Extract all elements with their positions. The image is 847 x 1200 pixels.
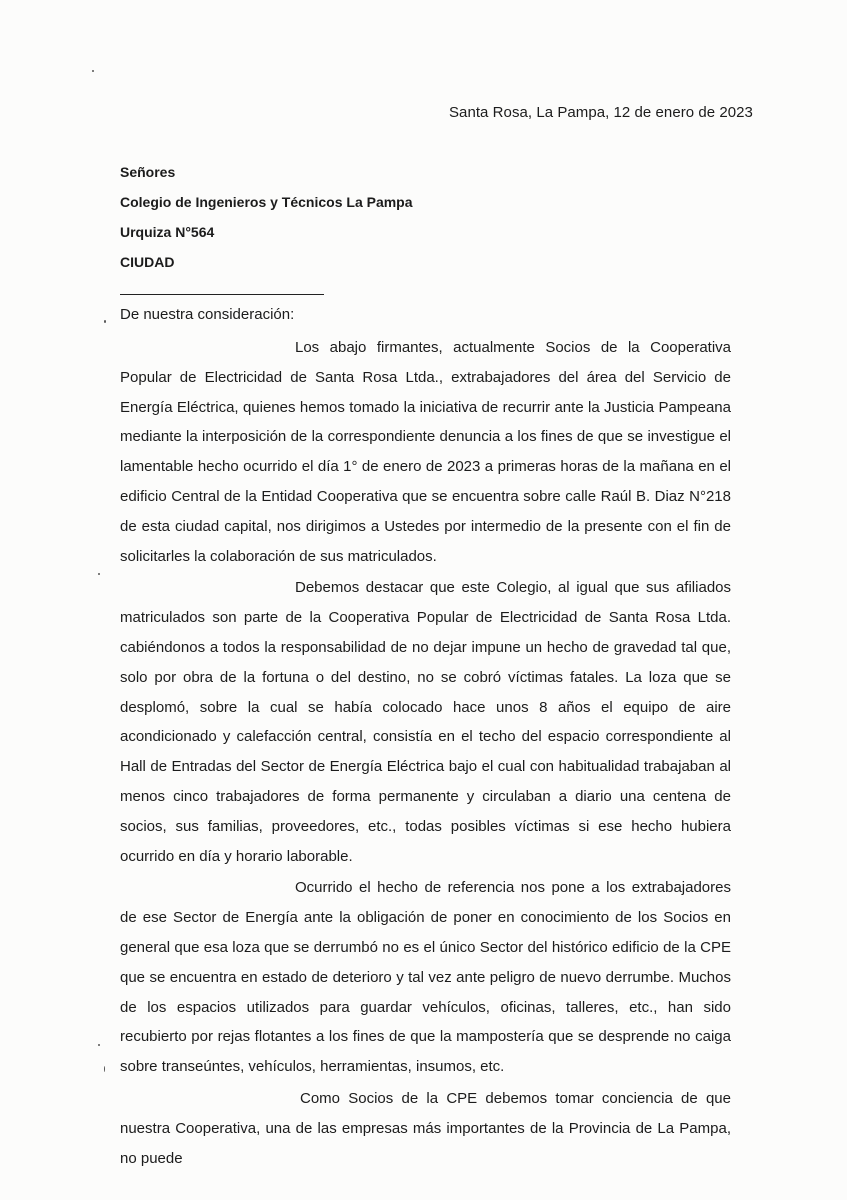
body-paragraph: Debemos destacar que este Colegio, al igual que sus afiliados matriculados son parte de la Cooperativa Popular de Electricidad de Santa Rosa Ltda. cabiéndonos a todos la responsabilidad de no dejar impune un hecho de gravedad tal que, solo por obra de la fortuna o del destino, no se cobró víctimas fatales. La loza que se desplomó, sobre la cual se había colocado hace unos 8 años el equipo de aire acondicionado y calefacción central, consistía en el techo del espacio correspondiente al Hall de Entradas del Sector de Energía Eléctrica bajo el cual con habitualidad trabajaban al menos cinco trabajadores de forma permanente y circulaban a diario una centena de socios, sus familias, proveedores, etc., todas posibles víctimas si ese hecho hubiera ocurrido en día y horario laborable. [120,579,731,865]
divider-line [120,294,324,295]
scan-speck [104,1066,105,1072]
recipient-block [120,160,413,280]
body-paragraph: Los abajo firmantes, actualmente Socios de la Cooperativa Popular de Electricidad de Santa Rosa Ltda., extrabajadores del área del Servicio de Energía Eléctrica, quienes hemos tomado la iniciativa de recurrir ante la Justicia Pampeana mediante la interposición de la correspondiente denuncia a los fines de que se investigue el lamentable hecho ocurrido el día 1° de enero de 2023 a primeras horas de la mañana en el edificio Central de la Entidad Cooperativa que se encuentra sobre calle Raúl B. Diaz N°218 de esta ciudad capital, nos dirigimos a Ustedes por intermedio de la presente con el fin de solicitarles la colaboración de sus matriculados. [120,339,731,565]
scan-speck [92,70,94,72]
scan-speck [98,573,100,575]
body-paragraph: Como Socios de la CPE debemos tomar conciencia de que nuestra Cooperativa, una de las empresas más importantes de la Provincia de La Pampa, no puede [120,1089,731,1167]
recipient-greeting: Señores [120,164,176,180]
recipient-address: Urquiza N°564 [120,224,215,240]
scan-speck [98,1044,100,1046]
recipient-city: CIUDAD [120,254,175,270]
body-paragraph: Ocurrido el hecho de referencia nos pone a los extrabajadores de ese Sector de Energía ante la obligación de poner en conocimiento de los Socios en general que esa loza que se derrumbó no es el único Sector del histórico edificio de la CPE que se encuentra en estado de deterioro y tal vez ante peligro de nuevo derrumbe. Muchos de los espacios utilizados para guardar vehículos, oficinas, talleres, etc., han sido recubierto por rejas flotantes a los fines de que la mampostería que se desprende no caiga sobre transeúntes, vehículos, herramientas, insumos, etc. [120,879,731,1076]
place-date: Santa Rosa, La Pampa, 12 de enero de 2023 [449,104,753,121]
letter-body [120,333,731,1173]
salutation: De nuestra consideración: [120,306,295,323]
recipient-organization: Colegio de Ingenieros y Técnicos La Pampa [120,194,413,210]
scan-speck [104,320,106,323]
